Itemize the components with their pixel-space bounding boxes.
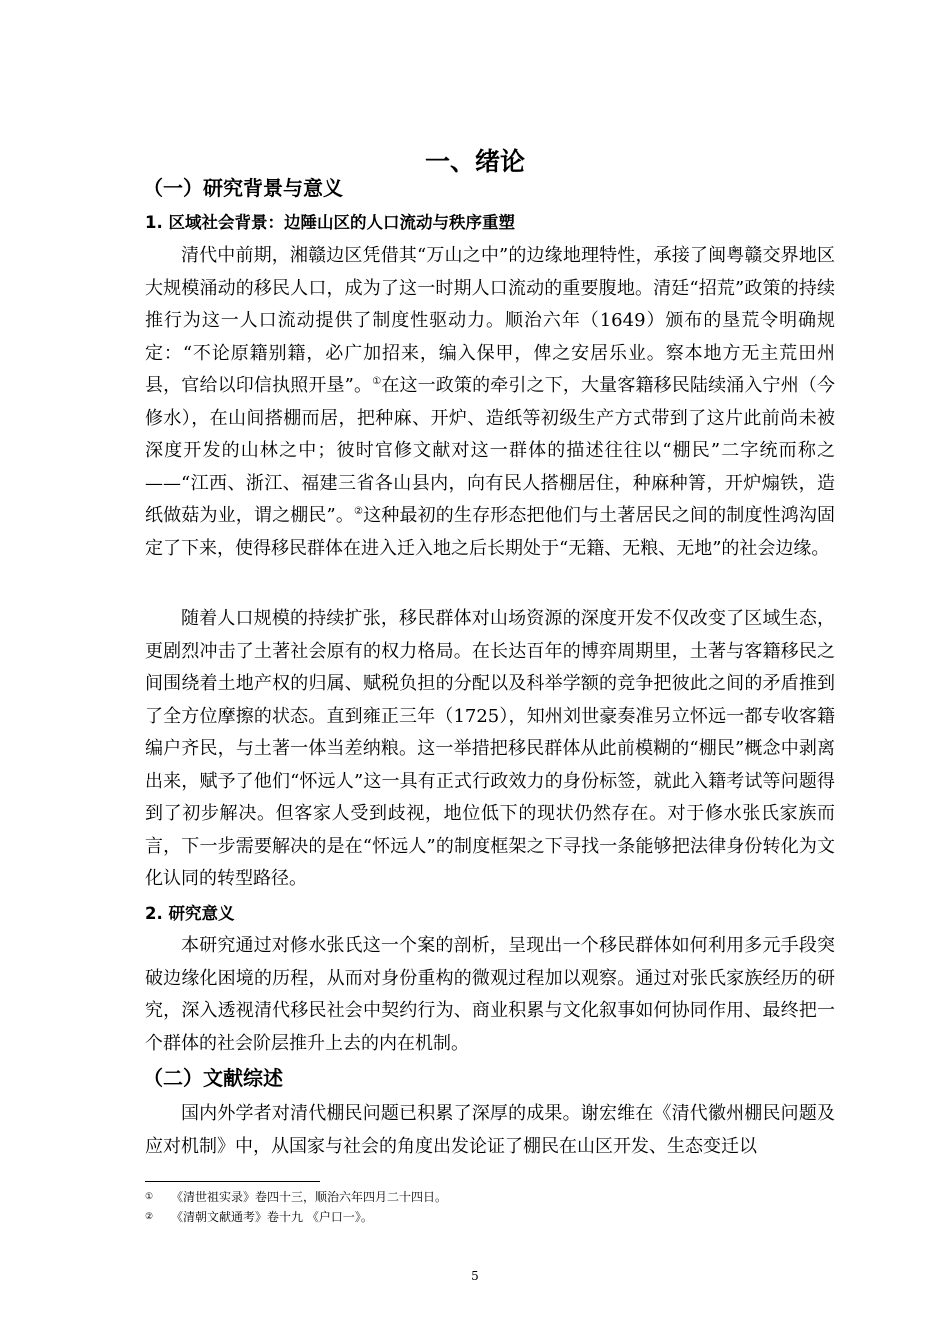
footnote-text: 《清世祖实录》卷四十三，顺治六年四月二十四日。: [171, 1190, 448, 1204]
page-number: 5: [471, 1269, 479, 1283]
footnote-ref-2[interactable]: ②: [354, 506, 364, 517]
subsection-heading-regional-background: 1. 区域社会背景：边陲山区的人口流动与秩序重塑: [145, 213, 515, 232]
paragraph-regional-background-1: [145, 240, 835, 565]
footnote-mark: ①: [145, 1192, 154, 1202]
paragraph-literature-review: 国内外学者对清代棚民问题已积累了深厚的成果。谢宏维在《清代徽州棚民问题及应对机制》中，从国家与社会的角度出发论证了棚民在山区开发、生态变迁以: [145, 1103, 835, 1157]
footnote-text: 《清朝文献通考》卷十九 《户口一》。: [171, 1210, 373, 1224]
paragraph-text: 在这一政策的牵引之下，大量客籍移民陆续涌入宁州（今修水），在山间搭棚而居，把种麻、开炉、造纸等初级生产方式带到了这片此前尚未被深度开发的山林之中；彼时官修文献对这一群体的描述往往以“棚民”二字统而称之——“江西、浙江、福建三省各山县内，向有民人搭棚居住，种麻种箐，开炉煽铁，造纸做菇为业，谓之棚民”。: [145, 375, 836, 526]
paragraph-text: 清代中前期，湘赣边区凭借其“万山之中”的边缘地理特性，承接了闽粤赣交界地区大规模涌动的移民人口，成为了这一时期人口流动的重要腹地。清廷“招荒”政策的持续推行为这一人口流动提供了制度性驱动力。顺治六年（1649）颁布的垦荒令明确规定：“不论原籍别籍，必广加招来，编入保甲，俾之安居乐业。察本地方无主荒田州县，官给以印信执照开垦”。: [145, 245, 835, 396]
section-heading-literature-review: （二）文献综述: [143, 1066, 283, 1090]
paragraph-significance: 本研究通过对修水张氏这一个案的剖析，呈现出一个移民群体如何利用多元手段突破边缘化困境的历程，从而对身份重构的微观过程加以观察。通过对张氏家族经历的研究，深入透视清代移民社会中契约行为、商业积累与文化叙事如何协同作用、最终把一个群体的社会阶层推升上去的内在机制。: [145, 935, 835, 1054]
paragraph-text: 这种最初的生存形态把他们与土著居民之间的制度性鸿沟固定了下来，使得移民群体在进入迁入地之后长期处于“无籍、无粮、无地”的社会边缘。: [145, 505, 836, 559]
subsection-heading-significance: 2. 研究意义: [145, 904, 235, 923]
footnote-mark: ②: [145, 1212, 154, 1222]
footnote-separator: [145, 1181, 320, 1182]
chapter-title: 一、绪论: [424, 147, 525, 176]
paragraph-regional-background-2: 随着人口规模的持续扩张，移民群体对山场资源的深度开发不仅改变了区域生态，更剧烈冲击了土著社会原有的权力格局。在长达百年的博弈周期里，土著与客籍移民之间围绕着土地产权的归属、赋税负担的分配以及科举学额的竞争把彼此之间的矛盾推到了全方位摩擦的状态。直到雍正三年（1725），知州刘世豪奏准另立怀远一都专收客籍编户齐民，与土著一体当差纳粮。这一举措把移民群体从此前模糊的“棚民”概念中剥离出来，赋予了他们“怀远人”这一具有正式行政效力的身份标签，就此入籍考试等问题得到了初步解决。但客家人受到歧视，地位低下的现状仍然存在。对于修水张氏家族而言，下一步需要解决的是在“怀远人”的制度框架之下寻找一条能够把法律身份转化为文化认同的转型路径。: [145, 608, 835, 889]
footnote-ref-1[interactable]: ①: [372, 376, 382, 387]
footnote-2: [145, 1208, 373, 1226]
section-heading-background: （一）研究背景与意义: [143, 176, 343, 200]
footnote-1: [145, 1188, 447, 1206]
